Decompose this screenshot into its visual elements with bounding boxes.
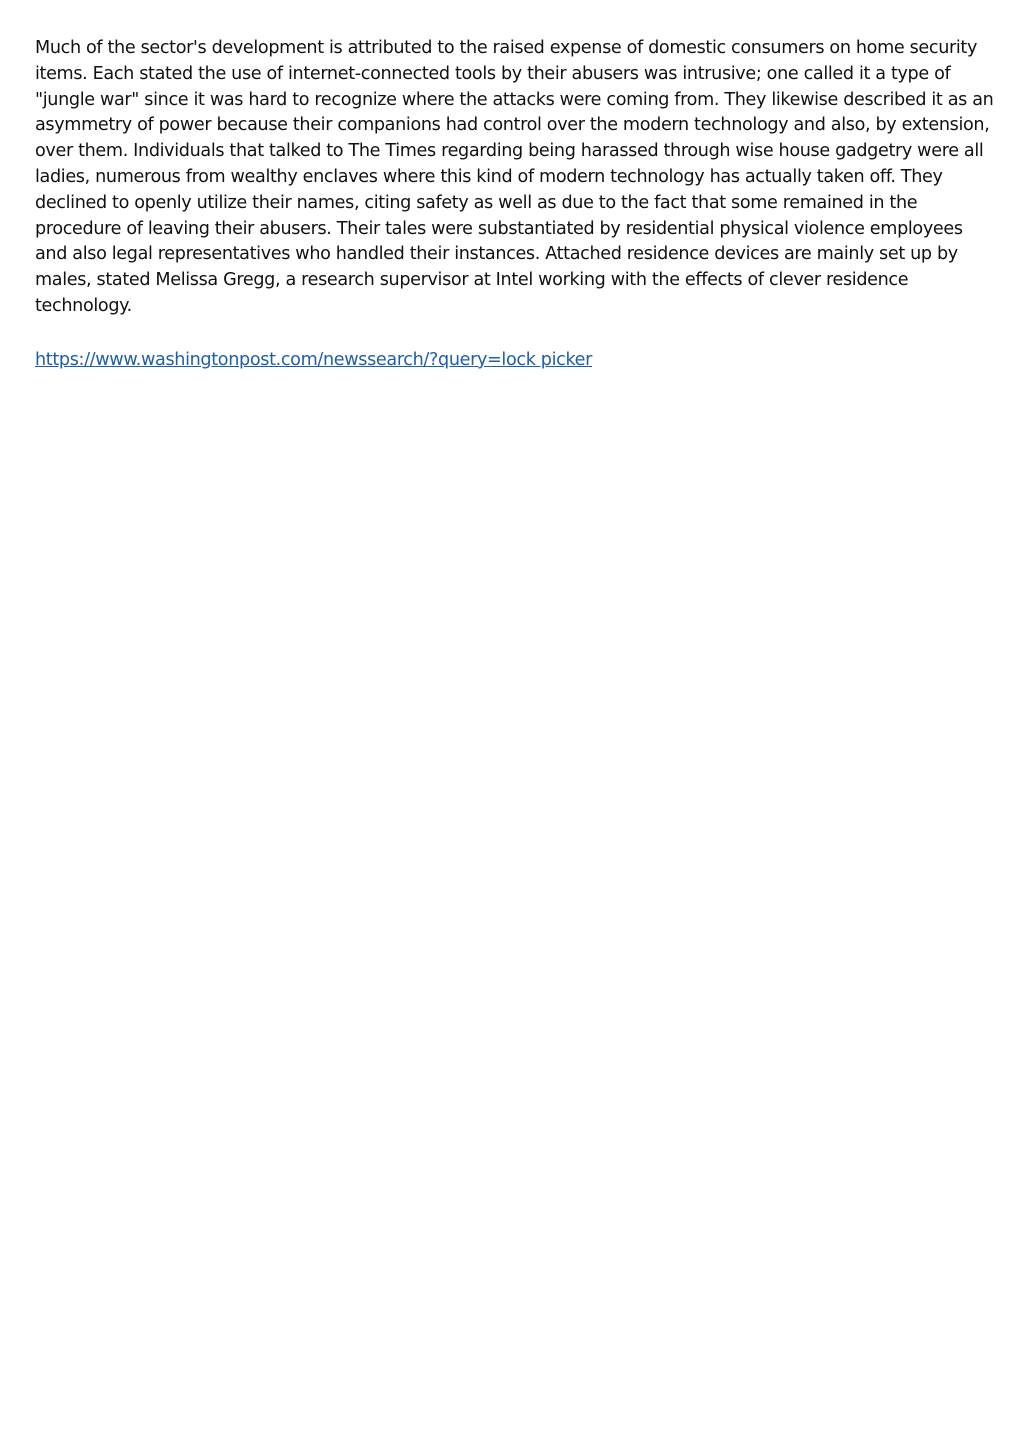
body-paragraph: Much of the sector's development is attributed to the raised expense of domestic consumers on home security items. Each stated the use of internet-connected tools by their abusers was intrusive; one called it a type of "jungle war" since it was hard to recognize where the attacks were coming from. They likewise described it as an asymmetry of power because their companions had control over the modern technology and also, by extension, over them. Individuals that talked to The Times regarding being harassed through wise house gadgetry were all ladies, numerous from wealthy enclaves where this kind of modern technology has actually taken off. They declined to openly utilize their names, citing safety as well as due to the fact that some remained in the procedure of leaving their abusers. Their tales were substantiated by residential physical violence employees and also legal representatives who handled their instances. Attached residence devices are mainly set up by males, stated Melissa Gregg, a research supervisor at Intel working with the effects of clever residence technology. — [35, 38, 994, 316]
document-page — [35, 36, 995, 374]
source-link[interactable]: https://www.washingtonpost.com/newssearch/?query=lock picker — [35, 349, 593, 370]
